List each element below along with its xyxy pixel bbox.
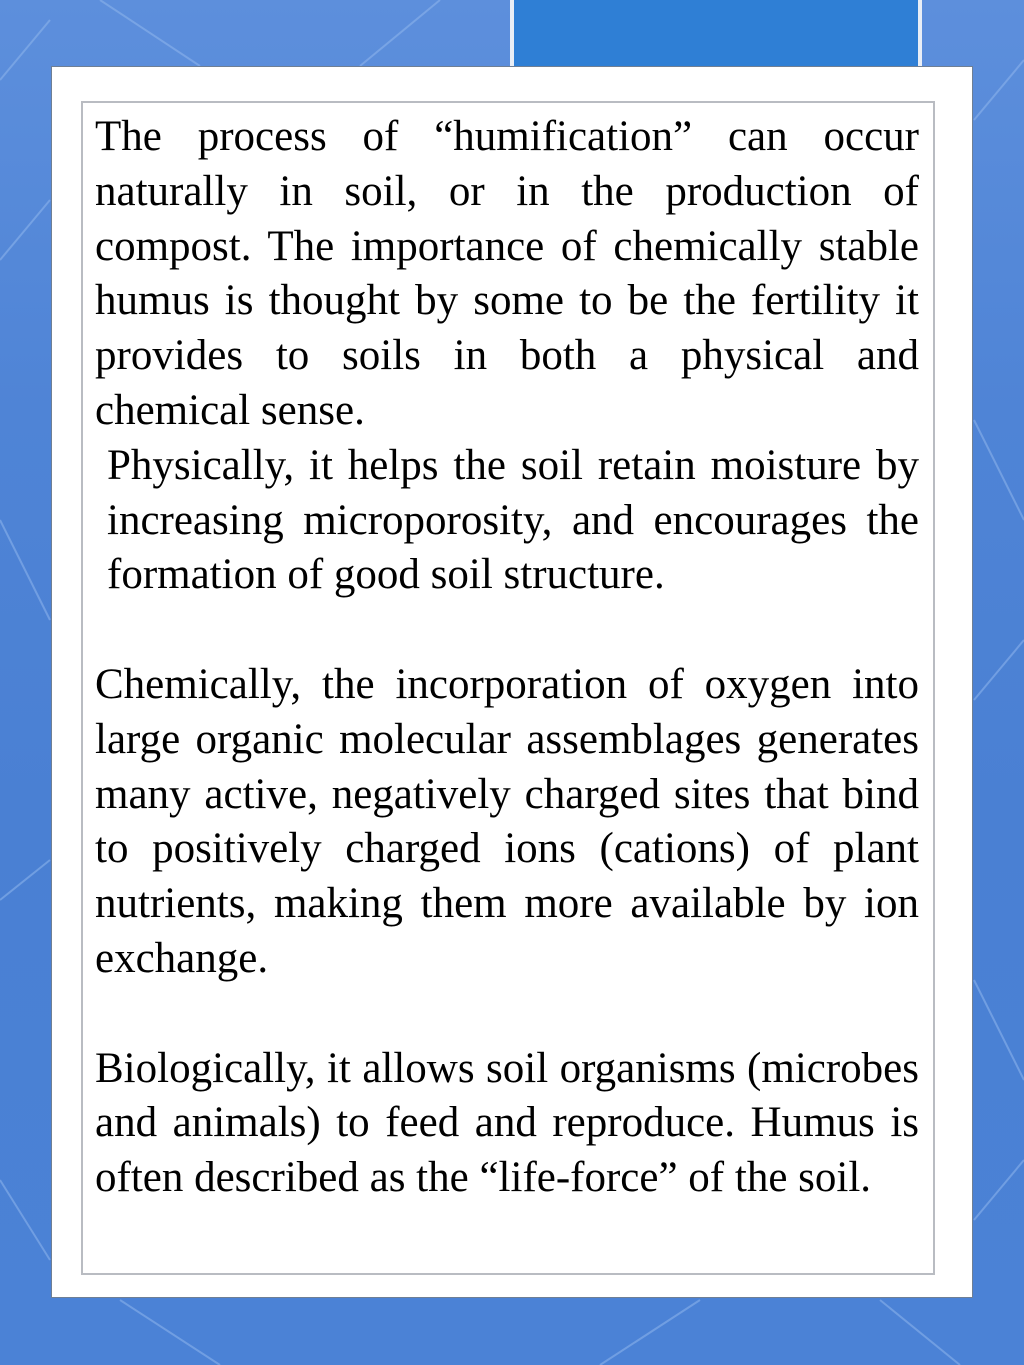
- paragraph-chemical: Chemically, the incorporation of oxygen into large organic molecular assemblages generates many active, negatively charged sites that bind to positively charged ions (cations) of plant nutrients, making them more available by ion exchange.: [95, 660, 919, 982]
- paragraph-humification: The process of “humification” can occur naturally in soil, or in the production of compost. The importance of chemically stable humus is thought by some to be the fertility it provides to soils in both a physical and chemical sense.: [95, 113, 919, 434]
- paragraph-physical: Physically, it helps the soil retain moisture by increasing microporosity, and encourages the formation of good soil structure.: [107, 441, 919, 599]
- paragraph-gap: [95, 603, 919, 658]
- paragraph-biological: Biologically, it allows soil organisms (microbes and animals) to feed and reproduce. Humus is often described as the “life-force” of the soil.: [95, 1044, 919, 1202]
- body-text: [95, 110, 919, 1206]
- paragraph-gap: [95, 987, 919, 1042]
